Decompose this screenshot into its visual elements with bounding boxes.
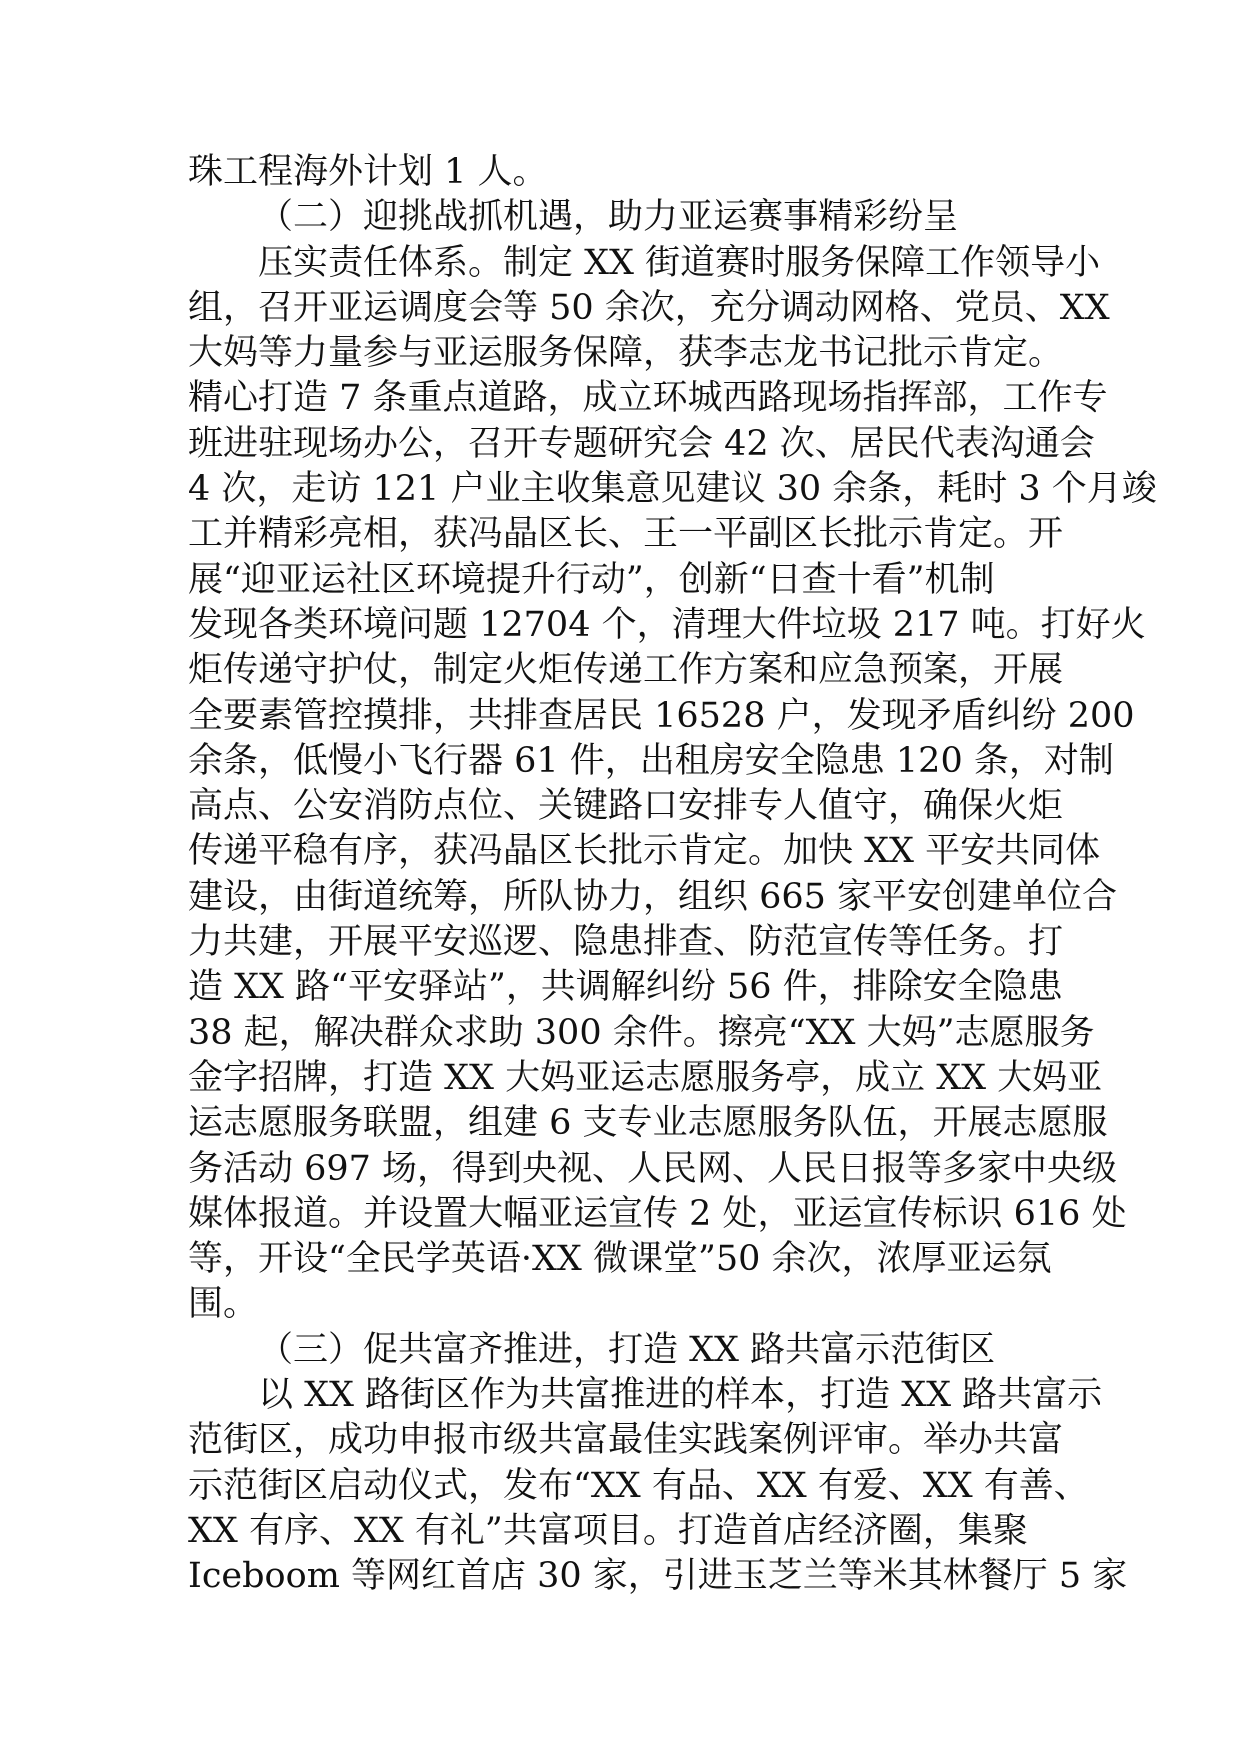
text-line: 4 次，走访 121 户业主收集意见建议 30 余条，耗时 3 个月竣: [188, 469, 1157, 510]
text-line: 38 起，解决群众求助 300 余件。擦亮“XX 大妈”志愿服务: [188, 1012, 1095, 1053]
text-line: Iceboom 等网红首店 30 家，引进玉芝兰等米其林餐厅 5 家: [188, 1556, 1128, 1597]
text-line: 力共建，开展平安巡逻、隐患排查、防范宣传等任务。打: [188, 922, 1064, 963]
document-body: [188, 150, 1157, 1600]
text-line: 发现各类环境问题 12704 个，清理大件垃圾 217 吨。打好火: [188, 604, 1146, 645]
text-line: 高点、公安消防点位、关键路口安排专人值守，确保火炬: [188, 786, 1064, 827]
text-line: 围。: [188, 1284, 259, 1325]
paragraph-start-line: 压实责任体系。制定 XX 街道赛时服务保障工作领导小: [258, 242, 1101, 283]
text-line: 造 XX 路“平安驿站”，共调解纠纷 56 件，排除安全隐患: [188, 967, 1063, 1008]
paragraph-start-line: 以 XX 路街区作为共富推进的样本，打造 XX 路共富示: [258, 1375, 1103, 1416]
text-line: 范街区，成功申报市级共富最佳实践案例评审。举办共富: [188, 1420, 1064, 1461]
text-line: 珠工程海外计划 1 人。: [188, 152, 548, 192]
text-line: 传递平稳有序，获冯晶区长批示肯定。加快 XX 平安共同体: [188, 831, 1101, 872]
text-line: 全要素管控摸排，共排查居民 16528 户，发现矛盾纠纷 200: [188, 695, 1135, 736]
text-line: 工并精彩亮相，获冯晶区长、王一平副区长批示肯定。开: [188, 514, 1064, 555]
section-heading: （二）迎挑战抓机遇，助力亚运赛事精彩纷呈: [258, 197, 959, 238]
text-line: 展“迎亚运社区环境提升行动”，创新“日查十看”机制: [188, 559, 995, 600]
text-line: 余条，低慢小飞行器 61 件，出租房安全隐患 120 条，对制: [188, 740, 1114, 781]
text-line: 炬传递守护仗，制定火炬传递工作方案和应急预案，开展: [188, 650, 1064, 691]
text-line: 媒体报道。并设置大幅亚运宣传 2 处，亚运宣传标识 616 处: [188, 1193, 1127, 1234]
text-line: 大妈等力量参与亚运服务保障，获李志龙书记批示肯定。: [188, 333, 1064, 374]
text-line: 运志愿服务联盟，组建 6 支专业志愿服务队伍，开展志愿服: [188, 1103, 1108, 1144]
text-line: 金字招牌，打造 XX 大妈亚运志愿服务亭，成立 XX 大妈亚: [188, 1057, 1103, 1098]
text-line: 班进驻现场办公，召开专题研究会 42 次、居民代表沟通会: [188, 423, 1095, 464]
text-line: 等，开设“全民学英语·XX 微课堂”50 余次，浓厚亚运氛: [188, 1239, 1052, 1280]
text-line: 建设，由街道统筹，所队协力，组织 665 家平安创建单位合: [188, 876, 1118, 917]
text-line: 示范街区启动仪式，发布“XX 有品、XX 有爱、XX 有善、: [188, 1465, 1089, 1506]
text-line: 务活动 697 场，得到央视、人民网、人民日报等多家中央级: [188, 1148, 1118, 1189]
text-line: XX 有序、XX 有礼”共富项目。打造首店经济圈，集聚: [188, 1510, 1028, 1551]
text-line: 精心打造 7 条重点道路，成立环城西路现场指挥部，工作专: [188, 378, 1108, 419]
text-line: 组，召开亚运调度会等 50 余次，充分调动网格、党员、XX: [188, 287, 1110, 328]
section-heading: （三）促共富齐推进，打造 XX 路共富示范街区: [258, 1329, 996, 1370]
